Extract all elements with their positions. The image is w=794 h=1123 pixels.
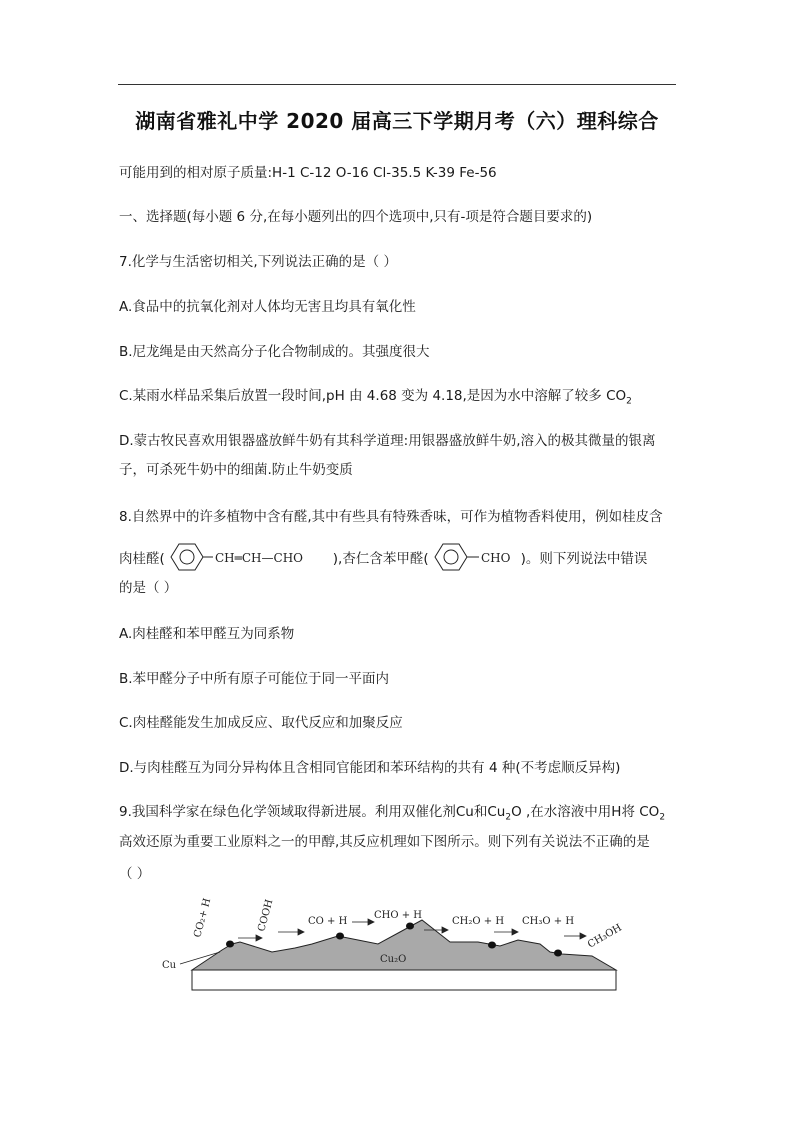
svg-text:CH═CH—CHO: CH═CH—CHO [214, 551, 303, 565]
section-heading: 一、选择题(每小题 6 分,在每小题列出的四个选项中,只有-项是符合题目要求的) [119, 209, 593, 225]
q7-option-c: C.某雨水样品采集后放置一段时间,pH 由 4.68 变为 4.18,是因为水中溶解了较多 $CO_2$ [119, 388, 632, 407]
cu-particle [554, 950, 562, 957]
cu-particle [226, 941, 234, 948]
q9-stem-line3: （ ） [119, 866, 151, 882]
cu-label: Cu [162, 960, 177, 971]
cu-particle [336, 933, 344, 940]
q8-option-d: D.与肉桂醛互为同分异构体且含相同官能团和苯环结构的共有 4 种(不考虑顺反异构) [119, 760, 621, 776]
q7-stem: 7.化学与生活密切相关,下列说法正确的是（ ） [119, 254, 397, 270]
q8-stem-line1: 8.自然界中的许多植物中含有醛,其中有些具有特殊香味，可作为植物香料使用，例如桂皮含 [119, 509, 663, 525]
q8-option-a: A.肉桂醛和苯甲醛互为同系物 [119, 626, 295, 642]
q8-stem-line2: 肉桂醛( CH═CH—CHO ),杏仁含苯甲醛( CHO )。则下列说法中错误 [119, 540, 647, 578]
label-co2-h: CO₂+ H [192, 897, 214, 939]
cu2o-label: Cu₂O [380, 954, 407, 965]
q7-option-b: B.尼龙绳是由天然高分子化合物制成的。其强度很大 [119, 344, 430, 360]
cu-particle [406, 923, 414, 930]
q7-option-d-line1: D.蒙古牧民喜欢用银器盛放鲜牛奶有其科学道理:用银器盛放鲜牛奶,溶入的极其微量的银离 [119, 433, 656, 449]
q8-option-b: B.苯甲醛分子中所有原子可能位于同一平面内 [119, 671, 390, 687]
label-co-h: CO + H [308, 916, 348, 927]
label-cho-h: CHO + H [374, 910, 423, 921]
q9-stem-line1: 9.我国科学家在绿色化学领域取得新进展。利用双催化剂Cu和$Cu_2O$ ,在水溶液中用H将 $CO_2$ [119, 804, 666, 823]
label-ch3oh: CH₃OH [586, 922, 624, 951]
label-cooh: COOH [256, 898, 276, 933]
cu-particle [488, 942, 496, 949]
atomic-masses: 可能用到的相对原子质量:H-1 C-12 O-16 Cl-35.5 K-39 Fe-56 [119, 165, 497, 181]
q8-option-c: C.肉桂醛能发生加成反应、取代反应和加聚反应 [119, 715, 403, 731]
page-title: 湖南省雅礼中学 2020 届高三下学期月考（六）理科综合 [135, 109, 659, 133]
reaction-mechanism-diagram [160, 896, 624, 996]
label-ch2o-h: CH₂O + H [452, 916, 505, 927]
support-base [192, 970, 616, 990]
q9-stem-line2: 高效还原为重要工业原料之一的甲醇,其反应机理如下图所示。则下列有关说法不正确的是 [119, 834, 650, 850]
q7-option-a: A.食品中的抗氧化剂对人体均无害且均具有氧化性 [119, 299, 416, 315]
benzaldehyde-formula [429, 540, 521, 578]
header-rule [118, 84, 676, 85]
svg-text:CHO: CHO [480, 551, 511, 565]
q7-option-d-line2: 子，可杀死牛奶中的细菌.防止牛奶变质 [119, 462, 353, 478]
cinnamaldehyde-formula [165, 540, 333, 578]
label-ch3o-h: CH₃O + H [522, 916, 575, 927]
q8-stem-line3: 的是（ ） [119, 580, 178, 596]
